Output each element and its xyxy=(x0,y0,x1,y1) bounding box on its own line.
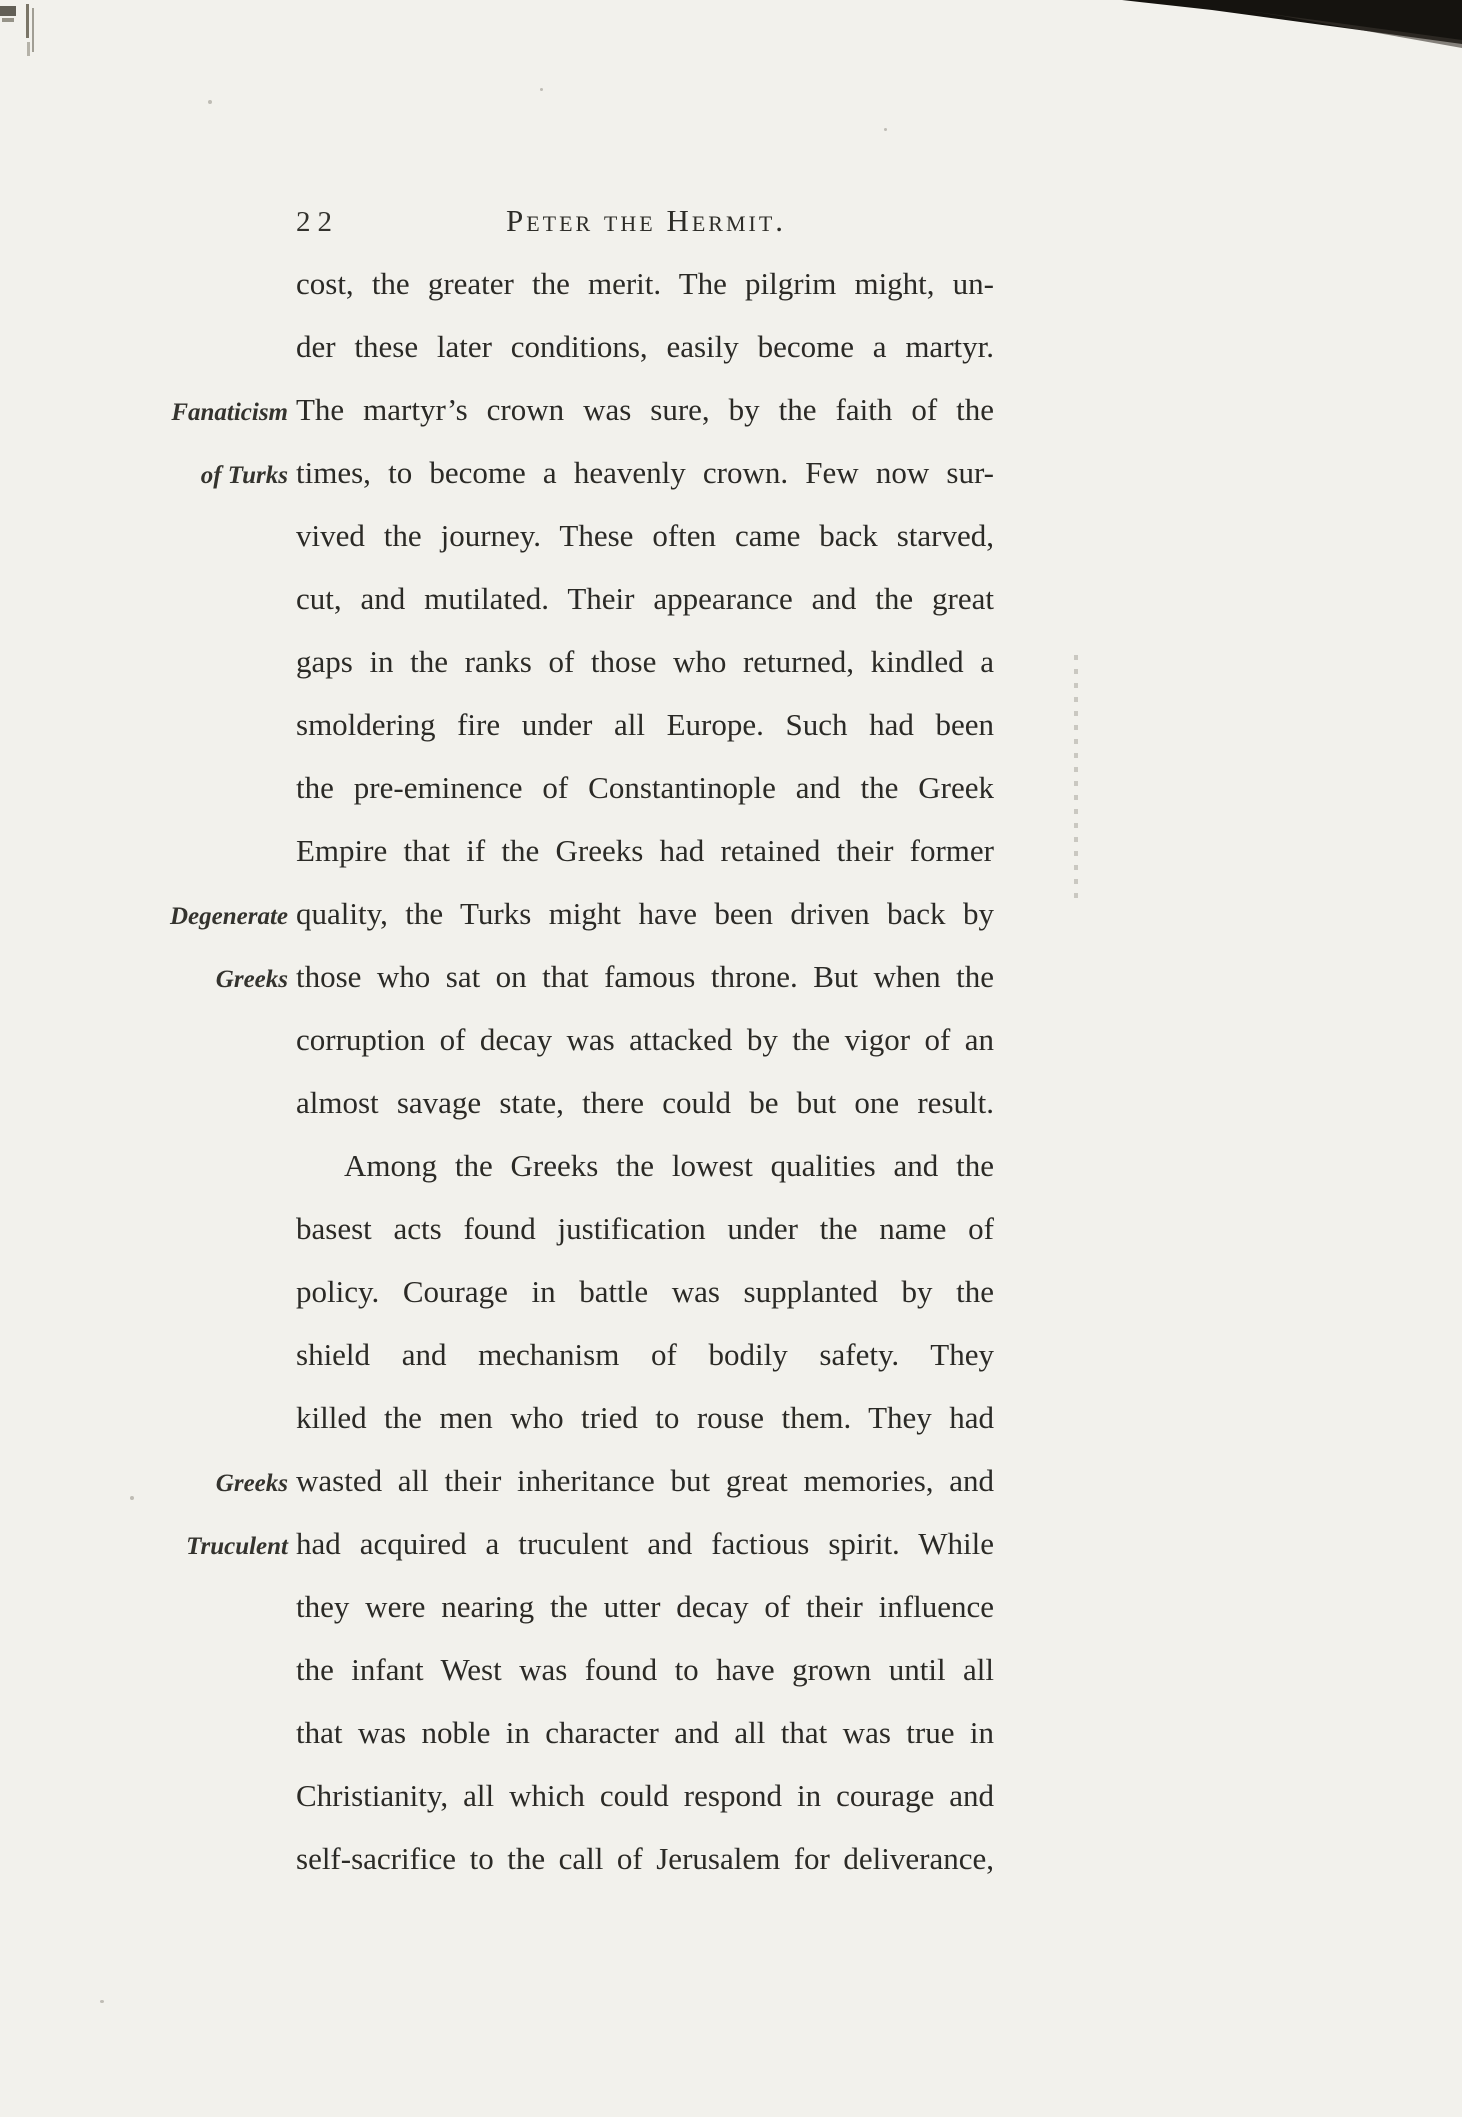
scan-artifact-corner xyxy=(1122,0,1462,50)
line-text: policy. Courage in battle was supplanted by the xyxy=(296,1274,994,1309)
scan-speck xyxy=(884,128,887,131)
line-text: wasted all their inheritance but great memories, and xyxy=(296,1463,994,1498)
text-line-row xyxy=(10,1589,994,1652)
body-text xyxy=(10,266,994,1904)
line-text: The martyr’s crown was sure, by the faith of the xyxy=(296,392,994,427)
text-line-row xyxy=(10,1274,994,1337)
line-text: Christianity, all which could respond in courage and xyxy=(296,1778,994,1813)
line-text: almost savage state, there could be but one result. xyxy=(296,1085,994,1120)
margin-note: of Turks xyxy=(200,462,288,489)
text-line-row xyxy=(10,896,994,959)
line-text: der these later conditions, easily become a martyr. xyxy=(296,329,994,364)
line-text: killed the men who tried to rouse them. They had xyxy=(296,1400,994,1435)
text-line-row xyxy=(10,1841,994,1904)
margin-note: Greeks xyxy=(215,966,288,993)
line-text: had acquired a truculent and factious spirit. While xyxy=(296,1526,994,1561)
text-line-row xyxy=(10,1778,994,1841)
line-text: Among the Greeks the lowest qualities and the xyxy=(344,1148,994,1183)
line-text: corruption of decay was attacked by the vigor of an xyxy=(296,1022,994,1057)
text-line-row xyxy=(10,833,994,896)
text-line-row xyxy=(10,518,994,581)
scan-speck xyxy=(208,100,212,104)
line-text: that was noble in character and all that was true in xyxy=(296,1715,994,1750)
text-line-row xyxy=(10,1211,994,1274)
text-line-row xyxy=(10,1022,994,1085)
text-line-row xyxy=(10,1526,994,1589)
line-text: shield and mechanism of bodily safety. They xyxy=(296,1337,994,1372)
page-number: 22 xyxy=(296,206,339,238)
text-line-row xyxy=(10,1715,994,1778)
line-text: those who sat on that famous throne. But when the xyxy=(296,959,994,994)
text-line-row xyxy=(10,392,994,455)
margin-note: Truculent xyxy=(186,1533,288,1560)
text-line-row xyxy=(10,1652,994,1715)
line-text: times, to become a heavenly crown. Few now sur- xyxy=(296,455,994,490)
text-line-row xyxy=(10,1400,994,1463)
scan-speck xyxy=(100,2000,104,2003)
line-text: cut, and mutilated. Their appearance and the great xyxy=(296,581,994,616)
line-text: the pre-eminence of Constantinople and the Greek xyxy=(296,770,994,805)
line-text: self-sacrifice to the call of Jerusalem for deliverance, xyxy=(296,1841,994,1876)
text-line-row xyxy=(10,581,994,644)
scan-artifact-margin-specks xyxy=(1074,655,1078,905)
text-line-row xyxy=(10,329,994,392)
line-text: they were nearing the utter decay of their influence xyxy=(296,1589,994,1624)
text-line-row xyxy=(10,959,994,1022)
text-line-row xyxy=(10,1337,994,1400)
text-line-row xyxy=(10,770,994,833)
text-line-row xyxy=(10,266,994,329)
text-line-row xyxy=(10,1085,994,1148)
scan-artifact-top-left xyxy=(0,4,50,64)
scan-speck xyxy=(540,88,543,91)
page-header xyxy=(296,203,996,243)
line-text: basest acts found justification under the name of xyxy=(296,1211,994,1246)
line-text: Empire that if the Greeks had retained their former xyxy=(296,833,994,868)
margin-note: Degenerate xyxy=(169,903,288,930)
line-text: smoldering fire under all Europe. Such had been xyxy=(296,707,994,742)
margin-note: Greeks xyxy=(215,1470,288,1497)
line-text: gaps in the ranks of those who returned, kindled a xyxy=(296,644,994,679)
line-text: cost, the greater the merit. The pilgrim might, un- xyxy=(296,266,994,301)
page-title: Peter the Hermit. xyxy=(505,203,787,238)
text-line-row xyxy=(10,1463,994,1526)
text-line-row xyxy=(10,644,994,707)
line-text: vived the journey. These often came back starved, xyxy=(296,518,994,553)
line-text: the infant West was found to have grown until all xyxy=(296,1652,994,1687)
text-line-row xyxy=(10,707,994,770)
text-line-row xyxy=(10,455,994,518)
margin-note: Fanaticism xyxy=(171,399,288,426)
text-line-row xyxy=(10,1148,994,1211)
line-text: quality, the Turks might have been driven back by xyxy=(296,896,994,931)
